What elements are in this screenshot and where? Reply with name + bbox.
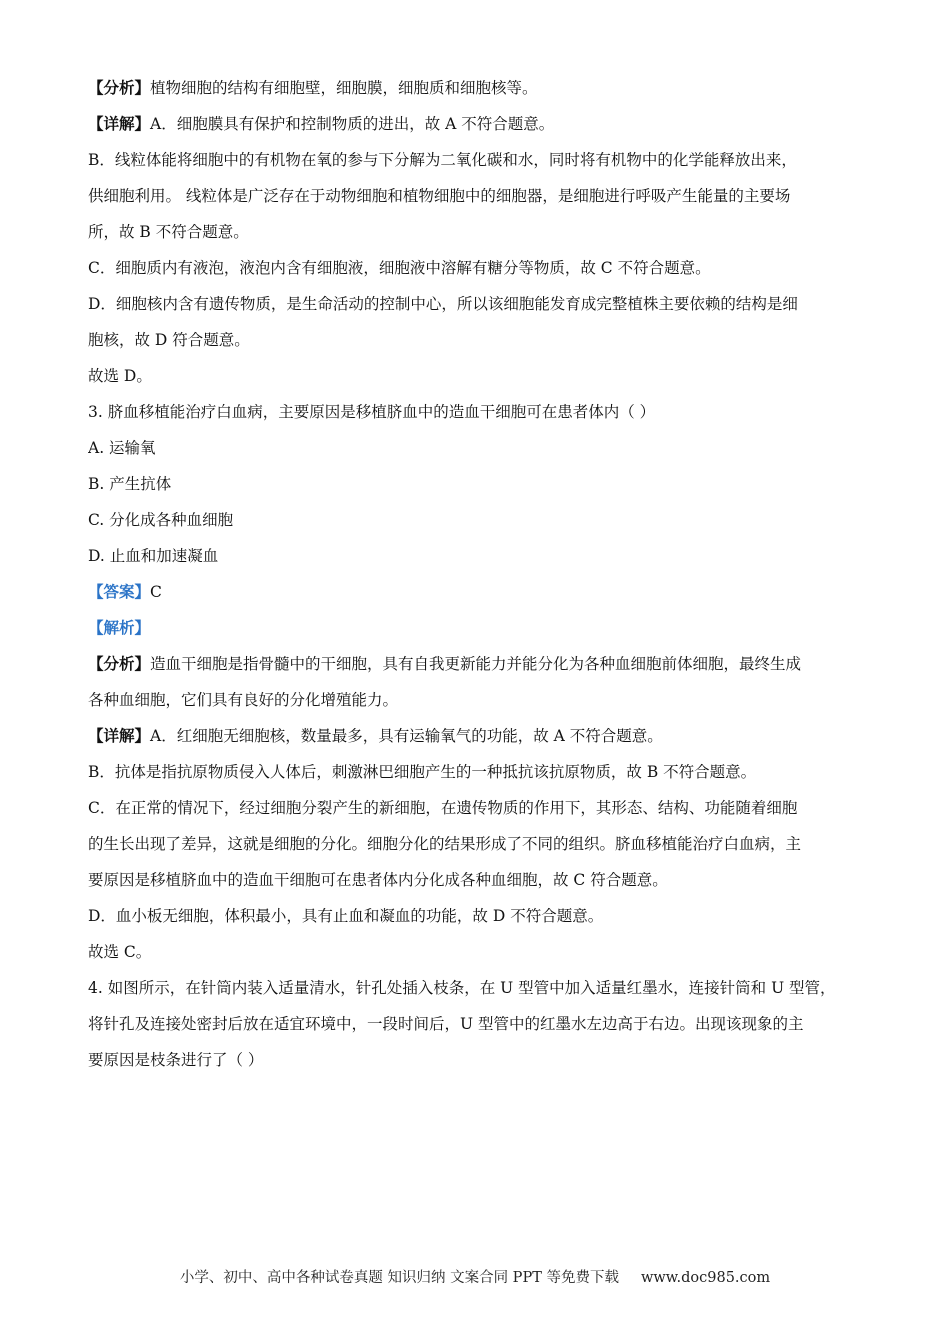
- text-line: [88, 430, 878, 466]
- text-line: [88, 826, 878, 862]
- line-text: B．抗体是指抗原物质侵入人体后，刺激淋巴细胞产生的一种抵抗该抗原物质，故 B 不符合题意。: [88, 763, 757, 781]
- line-text: 植物细胞的结构有细胞壁，细胞膜，细胞质和细胞核等。: [150, 79, 538, 97]
- text-line: [88, 394, 878, 430]
- text-line: [88, 286, 878, 322]
- line-text: 将针孔及连接处密封后放在适宜环境中，一段时间后，U 型管中的红墨水左边高于右边。出现该现象的主: [88, 1015, 804, 1033]
- text-line: [88, 646, 878, 682]
- line-text: 3. 脐血移植能治疗白血病，主要原因是移植脐血中的造血干细胞可在患者体内（ ）: [88, 403, 656, 421]
- text-line: [88, 250, 878, 286]
- section-tag: 【详解】: [88, 114, 151, 133]
- text-line: [88, 970, 878, 1006]
- line-text: 要原因是枝条进行了（ ）: [88, 1051, 264, 1069]
- text-line: [88, 1006, 878, 1042]
- text-line: [88, 574, 878, 610]
- text-line: [88, 322, 878, 358]
- section-tag: 【答案】: [88, 582, 151, 601]
- line-text: A. 运输氧: [88, 439, 156, 457]
- section-tag: 【解析】: [88, 618, 151, 637]
- line-text: A．细胞膜具有保护和控制物质的进出，故 A 不符合题意。: [150, 115, 555, 133]
- line-text: B. 产生抗体: [88, 475, 172, 493]
- line-text: 造血干细胞是指骨髓中的干细胞，具有自我更新能力并能分化为各种血细胞前体细胞，最终生成: [150, 655, 802, 673]
- line-text: B．线粒体能将细胞中的有机物在氧的参与下分解为二氧化碳和水，同时将有机物中的化学能释放出来，: [88, 151, 797, 169]
- text-line: [88, 682, 878, 718]
- text-line: [88, 70, 878, 106]
- text-line: [88, 862, 878, 898]
- text-line: [88, 538, 878, 574]
- text-line: [88, 610, 878, 646]
- text-line: [88, 898, 878, 934]
- text-line: [88, 790, 878, 826]
- line-text: 供细胞利用。 线粒体是广泛存在于动物细胞和植物细胞中的细胞器，是细胞进行呼吸产生能量的主要场: [88, 187, 791, 205]
- section-tag: 【详解】: [88, 726, 151, 745]
- line-text: 胞核，故 D 符合题意。: [88, 331, 250, 349]
- footer-text: 小学、初中、高中各种试卷真题 知识归纳 文案合同 PPT 等免费下载: [179, 1270, 619, 1286]
- line-text: 故选 D。: [88, 367, 152, 385]
- text-line: [88, 178, 878, 214]
- text-line: [88, 466, 878, 502]
- line-text: D. 止血和加速凝血: [88, 547, 219, 565]
- line-text: C．在正常的情况下，经过细胞分裂产生的新细胞，在遗传物质的作用下，其形态、结构、功能随着细胞: [88, 799, 798, 817]
- line-text: D．血小板无细胞，体积最小，具有止血和凝血的功能，故 D 不符合题意。: [88, 907, 604, 925]
- line-text: 要原因是移植脐血中的造血干细胞可在患者体内分化成各种血细胞，故 C 符合题意。: [88, 871, 668, 889]
- footer-url[interactable]: www.doc985.com: [640, 1270, 771, 1286]
- section-tag: 【分析】: [88, 654, 151, 673]
- text-line: [88, 502, 878, 538]
- line-text: D．细胞核内含有遗传物质，是生命活动的控制中心，所以该细胞能发育成完整植株主要依赖的结构是细: [88, 295, 798, 313]
- text-line: [88, 718, 878, 754]
- text-line: [88, 106, 878, 142]
- section-tag: 【分析】: [88, 78, 151, 97]
- line-text: A．红细胞无细胞核，数量最多，具有运输氧气的功能，故 A 不符合题意。: [150, 727, 663, 745]
- line-text: C. 分化成各种血细胞: [88, 511, 234, 529]
- text-line: [88, 358, 878, 394]
- text-line: [88, 1042, 878, 1078]
- line-text: 4. 如图所示，在针筒内装入适量清水，针孔处插入枝条，在 U 型管中加入适量红墨水，连接针筒和 U 型管，: [88, 979, 836, 997]
- text-line: [88, 214, 878, 250]
- line-text: 的生长出现了差异，这就是细胞的分化。细胞分化的结果形成了不同的组织。脐血移植能治疗白血病，主: [88, 835, 802, 853]
- line-text: 故选 C。: [88, 943, 152, 961]
- document-body: [88, 70, 878, 1078]
- text-line: [88, 754, 878, 790]
- line-text: 所，故 B 不符合题意。: [88, 223, 249, 241]
- text-line: [88, 934, 878, 970]
- line-text: C: [150, 583, 162, 601]
- text-line: [88, 142, 878, 178]
- page-footer: [0, 1266, 950, 1287]
- line-text: 各种血细胞，它们具有良好的分化增殖能力。: [88, 691, 399, 709]
- line-text: C．细胞质内有液泡，液泡内含有细胞液，细胞液中溶解有糖分等物质，故 C 不符合题意。: [88, 259, 711, 277]
